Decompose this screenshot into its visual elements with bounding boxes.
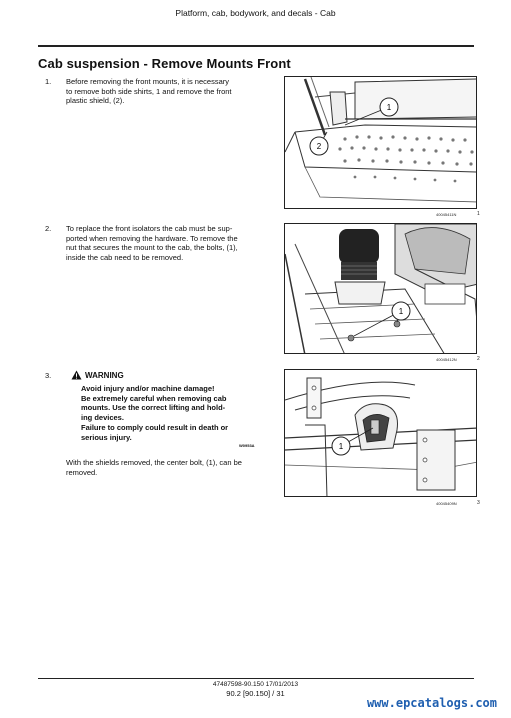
cab-bolts-illustration [285,224,477,354]
figure-number: 3 [477,500,480,506]
step-line: nut that secures the mount to the cab, the bolts, (1), [66,243,238,253]
warning-line: ing devices. [81,413,124,423]
step-number: 2. [45,224,52,233]
figure-code: 40045412N [436,357,457,362]
warning-line: serious injury. [81,432,132,442]
figure-code: 40045409N [436,501,457,506]
step-line: With the shields removed, the center bolt, (1), can be [66,458,242,467]
warning-code: W0953A [239,443,255,448]
step-number: 1. [45,77,52,86]
figure-callout: 1 [398,307,404,316]
step-line: ported when removing the hardware. To remove the [66,233,238,243]
center-bolt-illustration [285,370,477,497]
figure-callout: 2 [316,142,322,151]
warning-line: Avoid injury and/or machine damage! [81,384,215,393]
figure-cab-bolts [284,223,477,354]
header-rule [38,45,474,47]
figure-front-shield [284,76,477,209]
step-text [66,224,271,262]
warning-triangle-icon [71,370,82,380]
warning-line: Be extremely careful when removing cab [81,393,227,403]
watermark-text: www.epcatalogs.com [366,696,497,710]
warning-heading-text: WARNING [85,370,124,380]
figure-code: 40045411N [436,212,457,217]
warning-line: mounts. Use the correct lifting and hold- [81,403,226,413]
step-line: inside the cab need to be removed. [66,252,184,262]
step-line: removed. [66,467,98,477]
footer-doc-id: 47487598-90.150 17/01/2013 [212,681,299,688]
page-header-title: Platform, cab, bodywork, and decals - Cab [175,8,336,18]
figure-number: 2 [477,356,480,362]
step-text [66,458,271,477]
figure-callout: 1 [386,103,392,112]
warning-line: Failure to comply could result in death or [81,422,229,432]
front-shield-illustration [285,77,477,209]
figure-callout: 1 [338,442,344,451]
section-title: Cab suspension - Remove Mounts Front [38,56,291,71]
step-text [66,77,271,106]
figure-number: 1 [477,211,480,217]
warning-heading [71,370,124,380]
footer-page-ref: 90.2 [90.150] / 31 [226,689,285,698]
step-number: 3. [45,371,52,380]
footer-rule [38,678,474,679]
step-line: to remove both side shirts, 1 and remove the front [66,86,232,96]
step-line: Before removing the front mounts, it is necessary [66,77,229,86]
step-line: To replace the front isolators the cab must be sup- [66,224,233,233]
figure-center-bolt [284,369,477,497]
warning-body [81,384,256,442]
step-line: plastic shield, (2). [66,96,125,106]
